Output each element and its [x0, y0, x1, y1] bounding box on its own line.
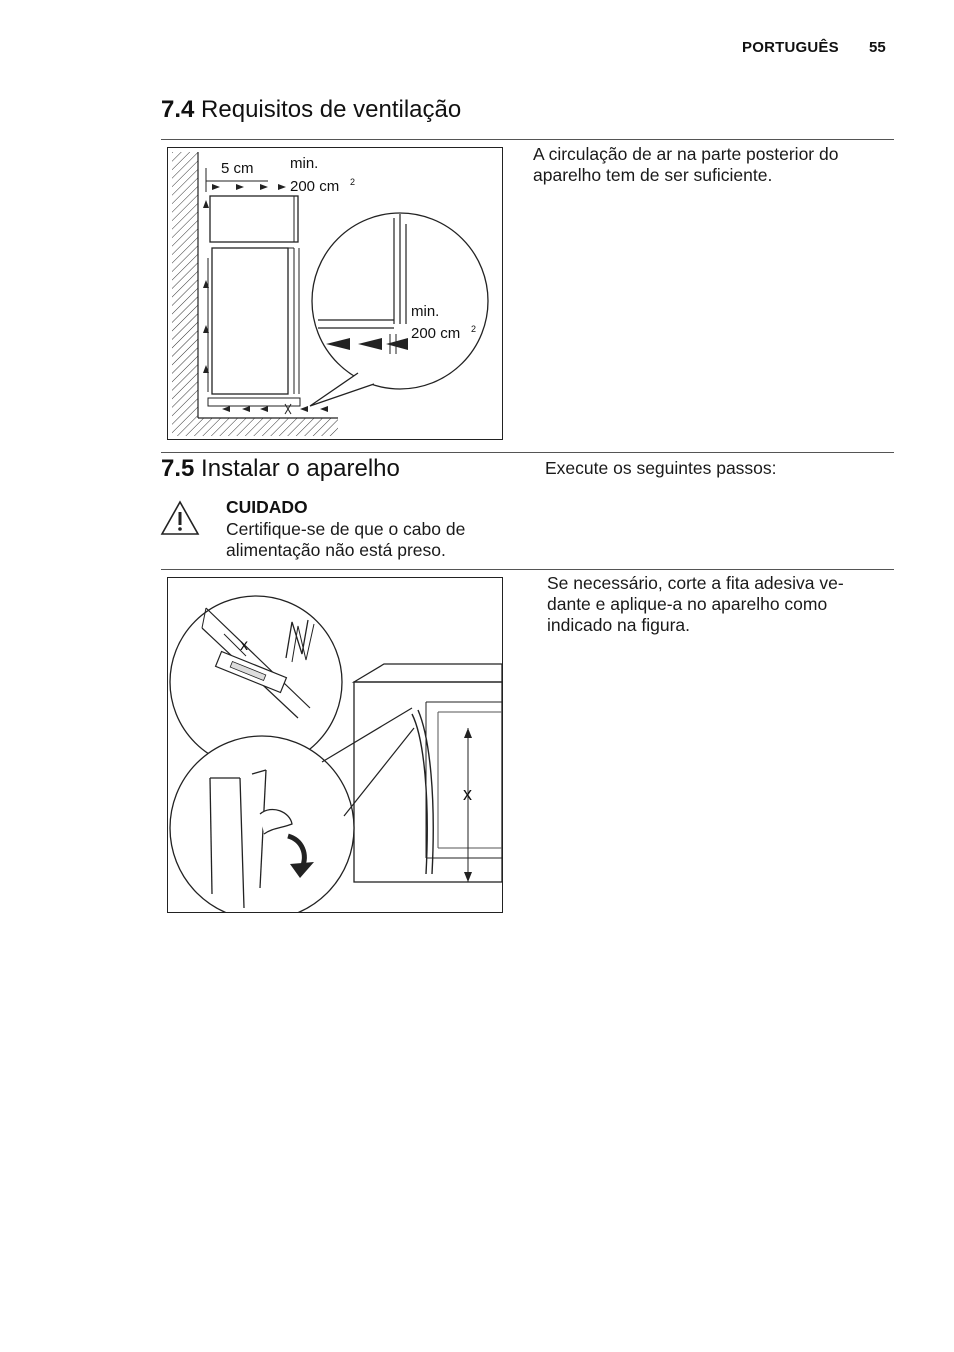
- ventilation-figure: [167, 147, 503, 440]
- section-75-intro: Execute os seguintes passos:: [545, 458, 777, 478]
- figure-label-area-zoom: 200 cm: [411, 325, 461, 342]
- figure-label-distance: 5 cm: [221, 160, 254, 177]
- section-74-rule: [161, 139, 894, 140]
- figure-label-sup-zoom: 2: [471, 324, 477, 334]
- header-language: PORTUGUÊS: [742, 39, 839, 56]
- section-75-heading: [161, 455, 400, 483]
- warning-icon: [160, 500, 200, 536]
- step-rule: [161, 569, 894, 570]
- install-label-x1: x: [240, 637, 248, 654]
- section-74-text: A circulação de ar na parte posterior do aparelho tem de ser suficiente.: [533, 144, 839, 185]
- figure-label-sup-top: 2: [350, 177, 356, 187]
- install-figure: [167, 577, 503, 913]
- section-75-rule: [161, 452, 894, 453]
- figure-label-min-top: min.: [290, 155, 319, 172]
- install-label-x2: x: [463, 784, 472, 804]
- step-text: Se necessário, corte a fita adesiva ve-dante e aplique-a no aparelho como indicado na figura.: [547, 573, 844, 635]
- figure-label-area-top: 200 cm: [290, 178, 340, 195]
- section-74-title: Requisitos de ventilação: [201, 96, 462, 123]
- section-74-heading: [161, 96, 461, 124]
- caution-title: CUIDADO: [226, 497, 308, 517]
- section-74-number: 7.4: [161, 96, 195, 123]
- caution-text: Certifique-se de que o cabo de alimentação não está preso.: [226, 519, 466, 560]
- figure-label-min-zoom: min.: [411, 303, 440, 320]
- section-75-title: Instalar o aparelho: [201, 455, 400, 482]
- section-75-number: 7.5: [161, 455, 195, 482]
- page-number: 55: [869, 39, 886, 56]
